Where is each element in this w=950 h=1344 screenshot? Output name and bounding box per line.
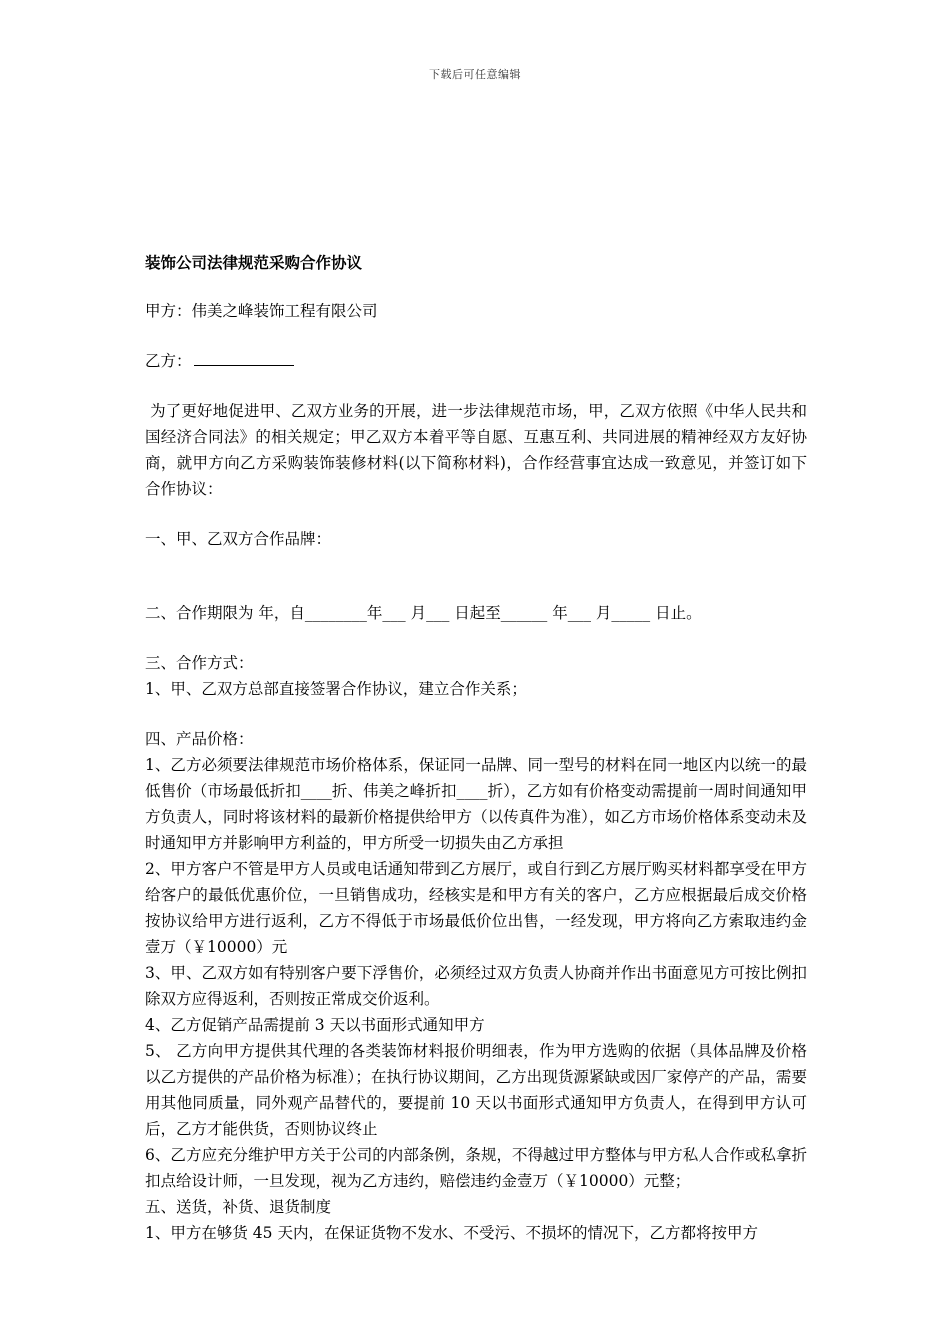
party-b-blank	[194, 349, 294, 366]
document-title: 装饰公司法律规范采购合作协议	[145, 253, 363, 272]
section-4-item-2: 2、甲方客户不管是甲方人员或电话通知带到乙方展厅，或自行到乙方展厅购买材料都享受在甲方给客户的最低优惠价位，一旦销售成功，经核实是和甲方有关的客户，乙方应根据最后成交价格按协议给甲方进行返利，乙方不得低于市场最低价位出售，一经发现，甲方将向乙方索取违约金壹万（￥10000）元	[145, 860, 807, 956]
party-b-label: 乙方：	[145, 352, 192, 370]
section-1-heading: 一、甲、乙双方合作品牌：	[145, 530, 332, 548]
section-4-heading: 四、产品价格：	[145, 730, 254, 748]
section-4-item-1: 1、乙方必须要法律规范市场价格体系，保证同一品牌、同一型号的材料在同一地区内以统一的最低售价（市场最低折扣____折、伟美之峰折扣____折），乙方如有价格变动需提前一周时间通知甲方负责人，同时将该材料的最新价格提供给甲方（以传真件为准），如乙方市场价格体系变动未及时通知甲方并影响甲方利益的，甲方所受一切损失由乙方承担	[145, 756, 807, 852]
intro-text: 为了更好地促进甲、乙双方业务的开展，进一步法律规范市场，甲，乙双方依照《中华人民共和国经济合同法》的相关规定；甲乙双方本着平等自愿、互惠互利、共同进展的精神经双方友好协商，就甲方向乙方采购装饰装修材料(以下简称材料)，合作经营事宜达成一致意见，并签订如下合作协议：	[145, 402, 807, 498]
section-3-item: 1、甲、乙双方总部直接签署合作协议，建立合作关系；	[145, 680, 527, 698]
section-4-item-6: 6、乙方应充分维护甲方关于公司的内部条例，条规，不得越过甲方整体与甲方私人合作或私拿折扣点给设计师，一旦发现，视为乙方违约，赔偿违约金壹万（￥10000）元整；	[145, 1146, 807, 1190]
document-body	[145, 250, 807, 1246]
section-4-item-5: 5、 乙方向甲方提供其代理的各类装饰材料报价明细表，作为甲方选购的依据（具体品牌及价格以乙方提供的产品价格为标准）；在执行协议期间，乙方出现货源紧缺或因厂家停产的产品，需要用其他同质量，同外观产品替代的，要提前 10 天以书面形式通知甲方负责人，在得到甲方认可后，乙方才能供货，否则协议终止	[145, 1042, 807, 1138]
section-4-item-4: 4、乙方促销产品需提前 3 天以书面形式通知甲方	[145, 1016, 485, 1034]
party-a-line: 甲方：伟美之峰装饰工程有限公司	[145, 302, 378, 320]
section-5-heading: 五、送货，补货、退货制度	[145, 1198, 332, 1216]
section-5-item-1: 1、甲方在够货 45 天内，在保证货物不发水、不受污、不损坏的情况下，乙方都将按甲方	[145, 1224, 758, 1242]
section-3-heading: 三、合作方式：	[145, 654, 254, 672]
intro-paragraph	[145, 398, 807, 502]
header-note: 下载后可任意编辑	[429, 68, 521, 81]
section-2-term: 二、合作期限为 年，自________年___ 月___ 日起至______ 年___ 月_____ 日止。	[145, 604, 702, 622]
party-b-line	[145, 348, 807, 374]
section-4-item-3: 3、甲、乙双方如有特别客户要下浮售价，必须经过双方负责人协商并作出书面意见方可按比例扣除双方应得返利，否则按正常成交价返利。	[145, 964, 807, 1008]
